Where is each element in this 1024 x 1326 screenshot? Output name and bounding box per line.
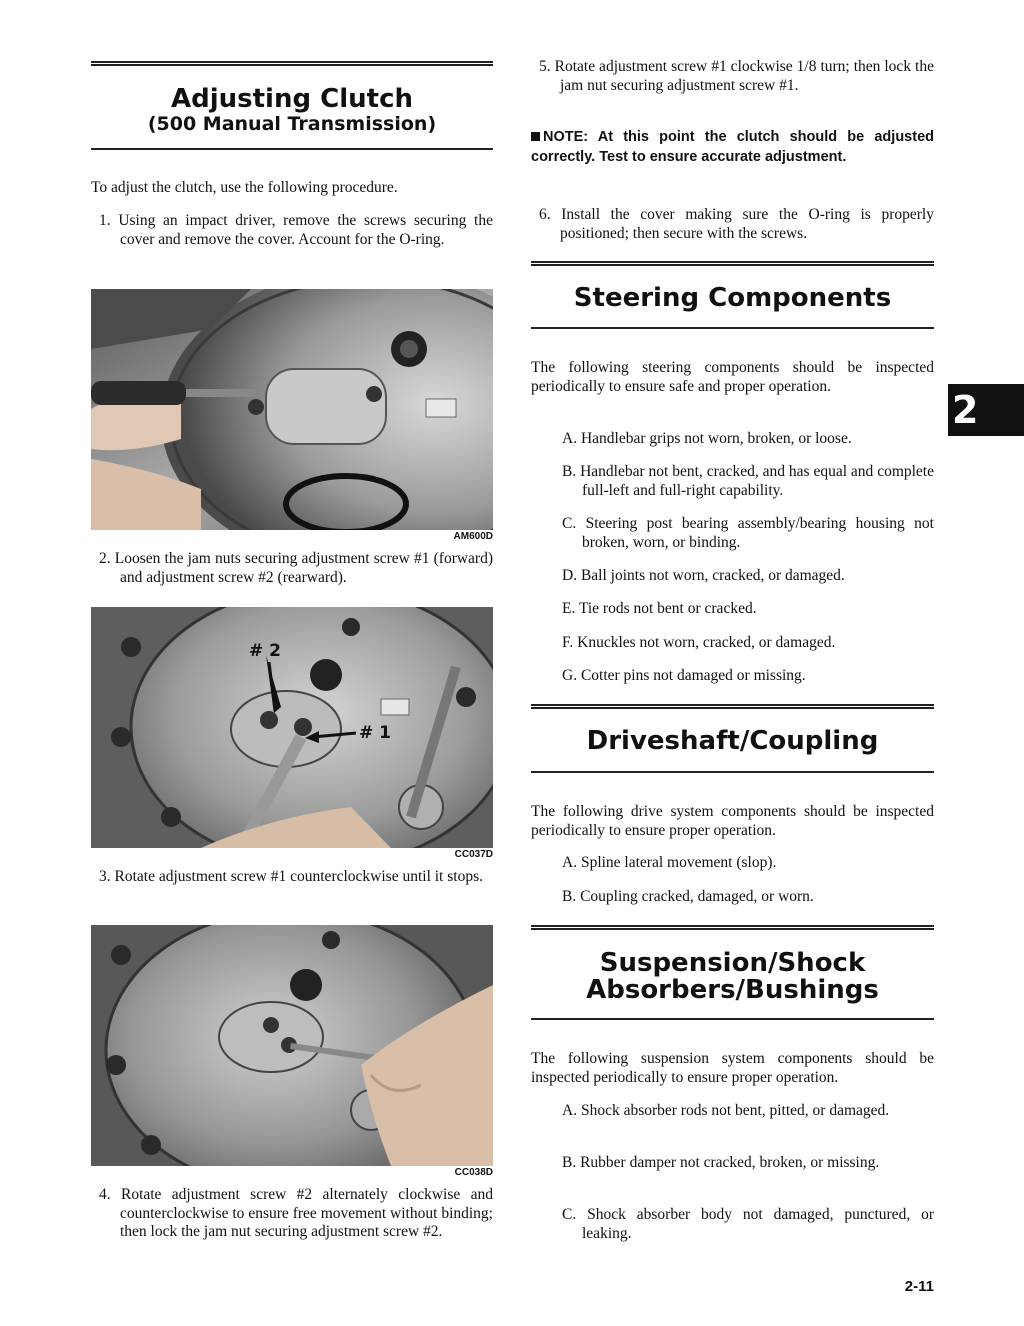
section-title: Adjusting Clutch: [171, 84, 413, 114]
section-rule-bottom: [531, 327, 934, 329]
photo-jam-nuts: [91, 607, 493, 848]
steering-item-c: C. Steering post bearing assembly/bearing housing not broken, worn, or binding.: [562, 515, 934, 551]
steering-item-f: F. Knuckles not worn, cracked, or damaged.: [562, 634, 836, 651]
photo-remove-cover-graphic: [91, 289, 493, 530]
steering-item-b: B. Handlebar not bent, cracked, and has equal and complete full-left and full-right capability.: [562, 463, 934, 499]
driveshaft-intro: The following drive system components should be inspected periodically to ensure proper operation.: [531, 803, 934, 839]
note-bullet-icon: [531, 132, 540, 141]
section-title-steering: Steering Components: [573, 283, 892, 313]
driveshaft-item-b: B. Coupling cracked, damaged, or worn.: [562, 888, 814, 905]
section-title-driveshaft: Driveshaft/Coupling: [586, 726, 879, 756]
section-subtitle: (500 Manual Transmission): [147, 113, 437, 135]
steering-item-e: E. Tie rods not bent or cracked.: [562, 600, 757, 617]
photo-code: CC038D: [454, 1167, 493, 1178]
page-number: 2-11: [904, 1278, 934, 1295]
intro-paragraph: To adjust the clutch, use the following procedure.: [91, 179, 398, 196]
procedure-step-2: 2. Loosen the jam nuts securing adjustment screw #1 (forward) and adjustment screw #2 (rearward).: [99, 550, 493, 586]
photo-code: AM600D: [453, 531, 493, 542]
photo-remove-cover: [91, 289, 493, 530]
suspension-item-b: B. Rubber damper not cracked, broken, or missing.: [562, 1154, 880, 1171]
photo-rotate-screw: [91, 925, 493, 1166]
procedure-step-6: 6. Install the cover making sure the O-ring is properly positioned; then secure with the screws.: [539, 206, 934, 242]
procedure-step-5: 5. Rotate adjustment screw #1 clockwise 1/8 turn; then lock the jam nut securing adjustment screw #1.: [539, 58, 934, 94]
steering-item-a: A. Handlebar grips not worn, broken, or loose.: [562, 430, 852, 447]
section-title-suspension-line1: Suspension/Shock: [599, 948, 866, 978]
section-rule-bottom: [531, 1018, 934, 1020]
steering-item-d: D. Ball joints not worn, cracked, or damaged.: [562, 567, 845, 584]
suspension-item-a: A. Shock absorber rods not bent, pitted, or damaged.: [562, 1102, 890, 1119]
photo-code: CC037D: [454, 849, 493, 860]
procedure-step-1: 1. Using an impact driver, remove the screws securing the cover and remove the cover. Account for the O-ring.: [99, 212, 493, 248]
procedure-step-4: 4. Rotate adjustment screw #2 alternately clockwise and counterclockwise to ensure free movement without binding; then lock the jam nut securing adjustment screw #2.: [99, 1186, 493, 1240]
section-rule-top: [91, 61, 493, 66]
chapter-tab: 2: [948, 384, 1024, 436]
callout-screw-1: # 1: [359, 723, 391, 743]
driveshaft-item-a: A. Spline lateral movement (slop).: [562, 854, 777, 871]
section-rule-top: [531, 261, 934, 266]
photo-rotate-screw-graphic: [91, 925, 493, 1166]
section-rule-bottom: [91, 148, 493, 150]
photo-jam-nuts-graphic: [91, 607, 493, 848]
procedure-step-3: 3. Rotate adjustment screw #1 counterclockwise until it stops.: [99, 868, 483, 885]
section-title-suspension-line2: Absorbers/Bushings: [586, 975, 879, 1005]
callout-screw-2: # 2: [249, 641, 281, 661]
section-rule-bottom: [531, 771, 934, 773]
steering-item-g: G. Cotter pins not damaged or missing.: [562, 667, 806, 684]
section-rule-top: [531, 704, 934, 709]
note-clutch-adjusted: NOTE: At this point the clutch should be adjusted correctly. Test to ensure accurate adjustment.: [531, 129, 934, 165]
steering-intro: The following steering components should be inspected periodically to ensure safe and proper operation.: [531, 359, 934, 395]
section-rule-top: [531, 925, 934, 930]
suspension-intro: The following suspension system components should be inspected periodically to ensure proper operation.: [531, 1050, 934, 1086]
suspension-item-c: C. Shock absorber body not damaged, punctured, or leaking.: [562, 1206, 934, 1242]
